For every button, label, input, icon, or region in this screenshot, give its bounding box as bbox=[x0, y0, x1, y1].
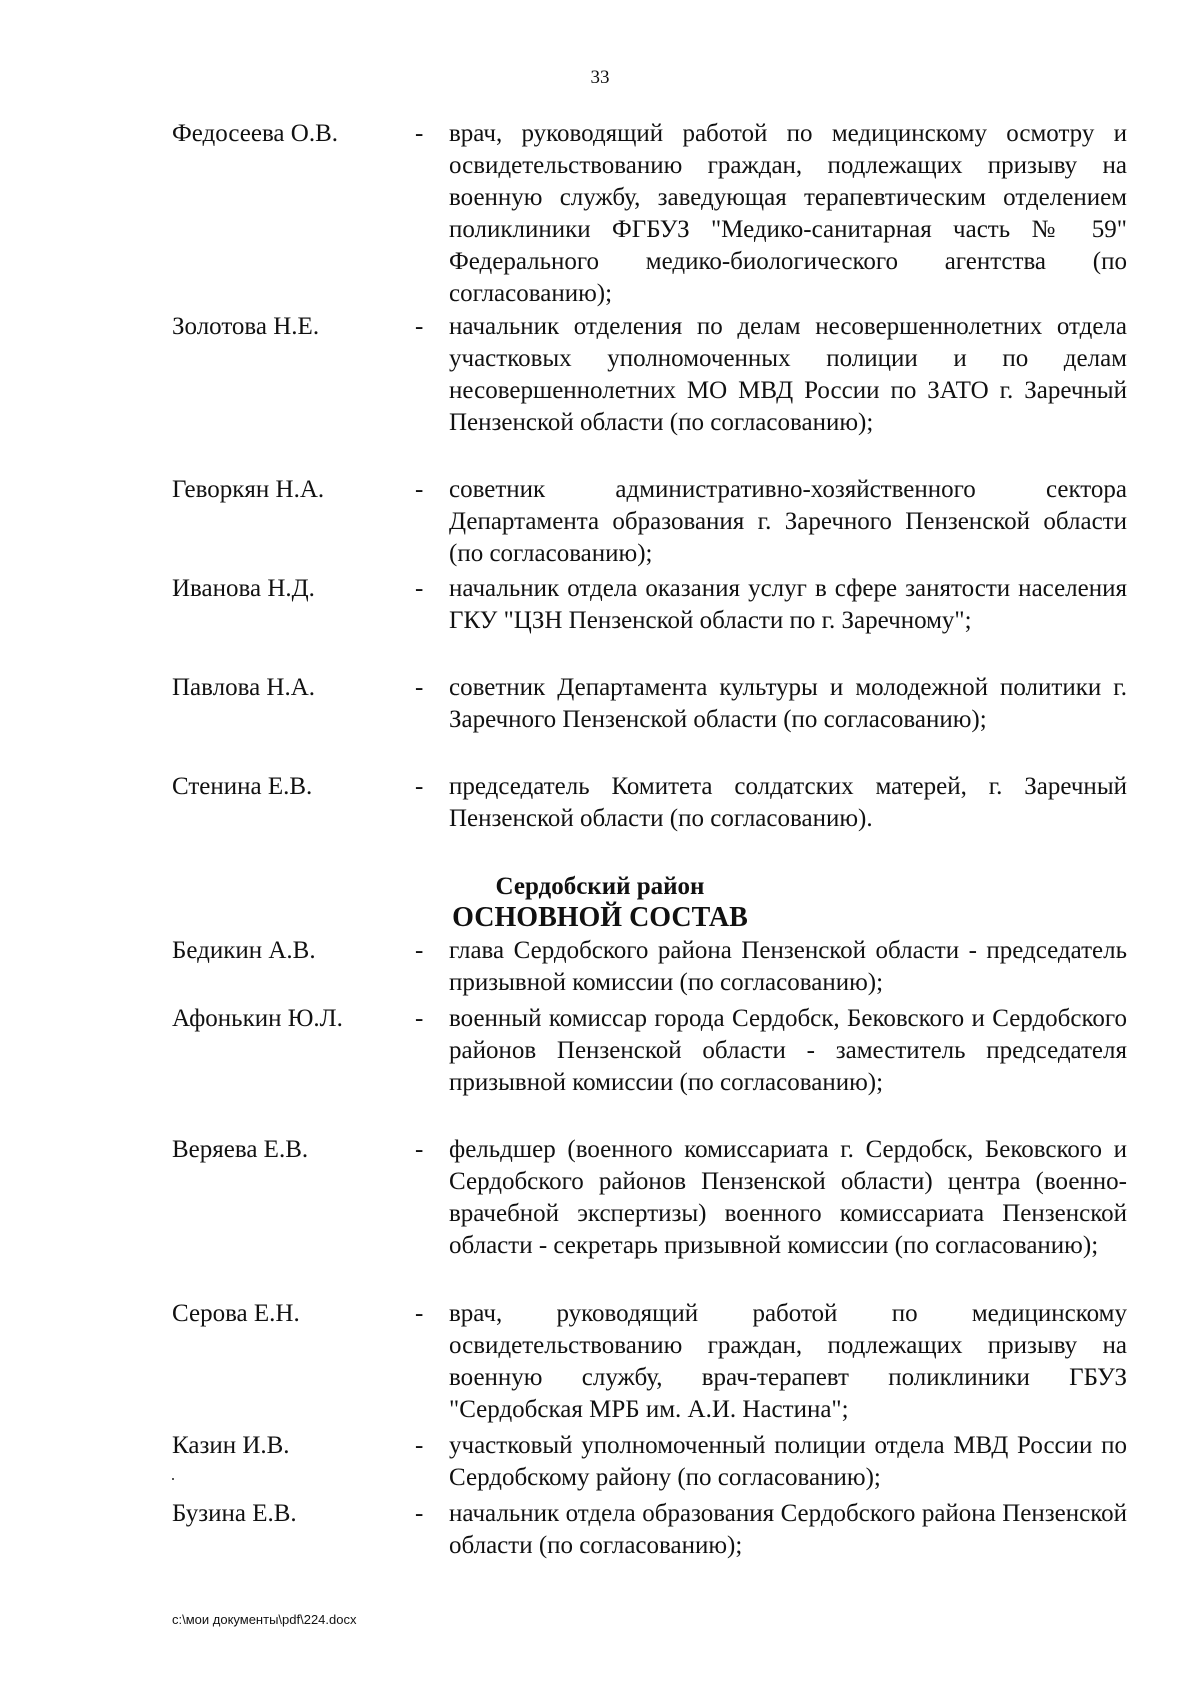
member-position: фельдшер (военного комиссариата г. Сердобск, Бековского и Сердобского районов Пензенской области) центра (военно-врачебной экспертизы) военного комиссариата Пензенской области - секретарь призывной комиссии (по согласованию); bbox=[449, 1136, 1127, 1259]
dash-separator: - bbox=[415, 1300, 424, 1327]
member-position: врач, руководящий работой по медицинскому освидетельствованию граждан, подлежащих призыву на военную службу, врач-терапевт поликлиники ГБУЗ "Сердобская МРБ им. А.И. Настина"; bbox=[449, 1300, 1127, 1423]
member-name: Федосеева О.В. bbox=[172, 120, 339, 147]
member-position: начальник отделения по делам несовершеннолетних отдела участковых уполномоченных полиции и по делам несовершеннолетних МО МВД России по ЗАТО г. Заречный Пензенской области (по согласованию); bbox=[449, 313, 1127, 436]
member-position: глава Сердобского района Пензенской области - председатель призывной комиссии (по согласованию); bbox=[449, 937, 1127, 996]
member-position: председатель Комитета солдатских матерей, г. Заречный Пензенской области (по согласованию). bbox=[449, 773, 1127, 832]
member-position: начальник отдела оказания услуг в сфере занятости населения ГКУ "ЦЗН Пензенской области по г. Заречному"; bbox=[449, 575, 1127, 634]
page-number: 33 bbox=[590, 67, 610, 88]
member-name: Иванова Н.Д. bbox=[172, 575, 315, 602]
member-name: Веряева Е.В. bbox=[172, 1136, 309, 1163]
section-subtitle: ОСНОВНОЙ СОСТАВ bbox=[452, 902, 748, 933]
dash-separator: - bbox=[415, 773, 424, 800]
dash-separator: - bbox=[415, 674, 424, 701]
member-name: Казин И.В. bbox=[172, 1432, 290, 1459]
dash-separator: - bbox=[415, 1136, 424, 1163]
member-position: советник административно-хозяйственного сектора Департамента образования г. Заречного Пензенской области (по согласованию); bbox=[449, 476, 1127, 567]
member-name: Стенина Е.В. bbox=[172, 773, 313, 800]
member-name: Геворкян Н.А. bbox=[172, 476, 325, 503]
dash-separator: - bbox=[415, 313, 424, 340]
member-position: участковый уполномоченный полиции отдела МВД России по Сердобскому району (по согласованию); bbox=[449, 1432, 1127, 1491]
dash-separator: - bbox=[415, 575, 424, 602]
dash-separator: - bbox=[415, 1005, 424, 1032]
member-position: военный комиссар города Сердобск, Бековского и Сердобского районов Пензенской области - заместитель председателя призывной комиссии (по согласованию); bbox=[449, 1005, 1127, 1096]
dash-separator: - bbox=[415, 120, 424, 147]
member-position: начальник отдела образования Сердобского района Пензенской области (по согласованию); bbox=[449, 1500, 1127, 1559]
scan-artifact-dot bbox=[172, 1478, 174, 1480]
dash-separator: - bbox=[415, 476, 424, 503]
dash-separator: - bbox=[415, 937, 424, 964]
member-position: советник Департамента культуры и молодежной политики г. Заречного Пензенской области (по согласованию); bbox=[449, 674, 1127, 733]
member-name: Павлова Н.А. bbox=[172, 674, 316, 701]
member-position: врач, руководящий работой по медицинскому осмотру и освидетельствованию граждан, подлежащих призыву на военную службу, заведующая терапевтическим отделением поликлиники ФГБУЗ "Медико-санитарная часть № 59" Федерального медико-биологического агентства (по согласованию); bbox=[449, 120, 1127, 307]
footer-file-path: c:\мои документы\pdf\224.docx bbox=[172, 1612, 357, 1627]
member-name: Афонькин Ю.Л. bbox=[172, 1005, 343, 1032]
dash-separator: - bbox=[415, 1500, 424, 1527]
section-title: Сердобский район bbox=[495, 873, 705, 900]
member-name: Золотова Н.Е. bbox=[172, 313, 320, 340]
member-name: Бедикин А.В. bbox=[172, 937, 316, 964]
dash-separator: - bbox=[415, 1432, 424, 1459]
member-name: Бузина Е.В. bbox=[172, 1500, 297, 1527]
member-name: Серова Е.Н. bbox=[172, 1300, 300, 1327]
